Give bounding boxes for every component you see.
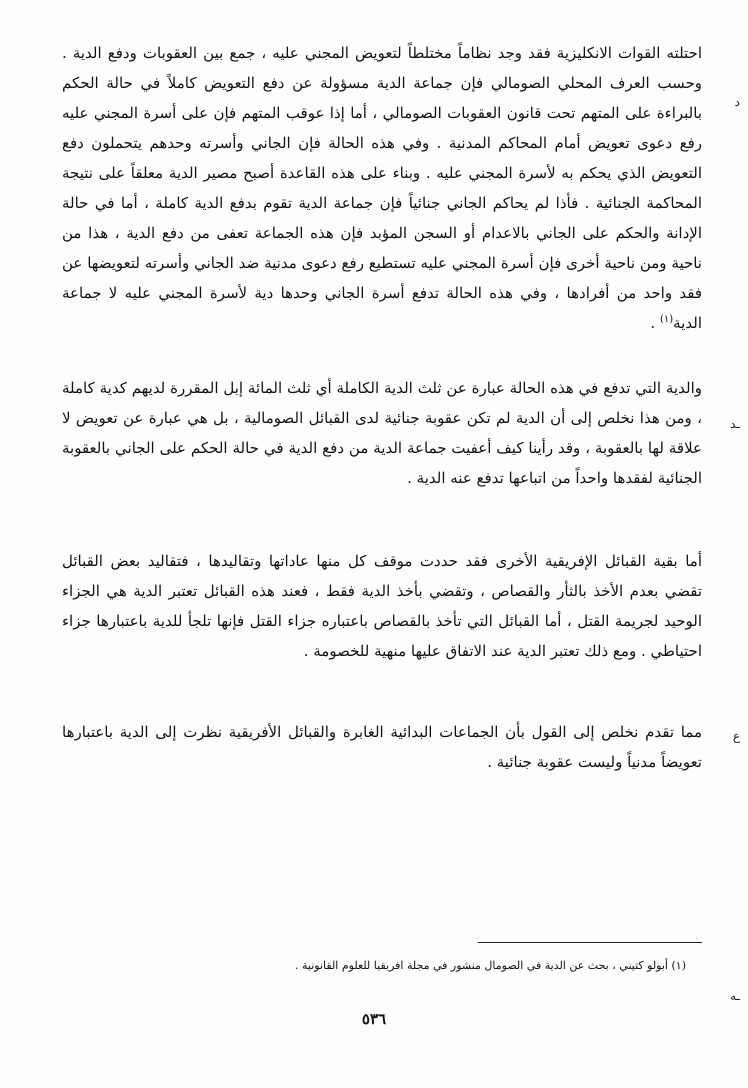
body-paragraph-3 — [62, 546, 702, 666]
body-paragraph-4 — [62, 717, 702, 777]
footnote-text: (١) أبولو كتيني ، بحث عن الدية في الصومال منشور في مجلة افريقيا للعلوم القانونية . — [295, 959, 686, 972]
paragraph-4-text: مما تقدم نخلص إلى القول بأن الجماعات البدائية الغابرة والقبائل الأفريقية نظرت إلى الدية باعتبارها تعويضاً مدنياً وليست عقوبة جنائية . — [62, 723, 702, 771]
footnote-divider — [478, 942, 702, 943]
margin-edge-mark: ـه — [730, 989, 740, 1003]
paragraph-1-end: . — [650, 314, 660, 332]
footnote — [126, 956, 686, 976]
paragraph-2-text: والدية التي تدفع في هذه الحالة عبارة عن ثلث الدية الكاملة أي ثلث المائة إبل المقررة لديهم كدية كاملة ، ومن هذا نخلص إلى أن الدية لم تكن عقوبة جنائية لدى القبائل الصومالية ، بل هي عبارة عن تعويض لا علاقة لها بالعقوبة ، وقد رأينا كيف أعفيت جماعة الدية من دفع الدية في حالة الحكم على الجاني بالعقوبة الجنائية لفقدها واحداً من اتباعها تدفع عنه الدية . — [62, 379, 702, 487]
margin-edge-mark: د — [734, 95, 740, 109]
body-paragraph-2 — [62, 373, 702, 493]
margin-edge-mark: ع — [732, 729, 740, 743]
body-paragraph-1 — [62, 38, 702, 338]
paragraph-1-text: احتلته القوات الانكليزية فقد وجد نظاماً مختلطاً لتعويض المجني عليه ، جمع بين العقوبات ودفع الدية . وحسب العرف المحلي الصومالي فإن جماعة الدية مسؤولة عن دفع التعويض كاملاً في حالة الحكم بالبراءة على المتهم تحت قانون العقوبات الصومالي ، أما إذا عوقب المتهم فإن على أسرة المجني عليه رفع دعوى تعويض أمام المحاكم المدنية . وفي هذه الحالة فإن الجاني وأسرته وحدهم يتحملون دفع التعويض الذي يحكم به لأسرة المجني عليه . وبناء على هذه القاعدة أصبح مصير الدية معلقاً على نتيجة المحاكمة الجنائية . فأذا لم يحاكم الجاني جنائياً فإن جماعة الدية تقوم بدفع الدية كاملة ، أما في حالة الإدانة والحكم على الجاني بالاعدام أو السجن المؤبد فإن هذه الجماعة تعفى من دفع الدية ، هذا من ناحية ومن ناحية أخرى فإن أسرة المجني عليه تستطيع رفع دعوى مدنية ضد الجاني وأسرته لتعويضها عن فقد واحد من أفرادها ، وفي هذه الحالة تدفع أسرة الجاني وحدها دية لأسرة المجني عليه لا جماعة الدية — [62, 44, 702, 332]
page-number: ٥٣٦ — [361, 1010, 387, 1028]
margin-edge-mark: ـد — [730, 417, 740, 431]
footnote-reference-marker: (١) — [659, 314, 674, 325]
paragraph-3-text: أما بقية القبائل الإفريقية الأخرى فقد حددت موقف كل منها عاداتها وتقاليدها ، فتقاليد بعض القبائل تقضي بعدم الأخذ بالثأر والقصاص ، وتقضي بأخذ الدية فقط ، فعند هذه القبائل تعتبر الدية هي الجزاء الوحيد لجريمة القتل ، أما القبائل التي تأخذ بالقصاص باعتباره جزاء القتل فإنها تلجأ للدية باعتبارها جزاء احتياطي . ومع ذلك تعتبر الدية عند الاتفاق عليها منهية للخصومة . — [62, 552, 702, 660]
